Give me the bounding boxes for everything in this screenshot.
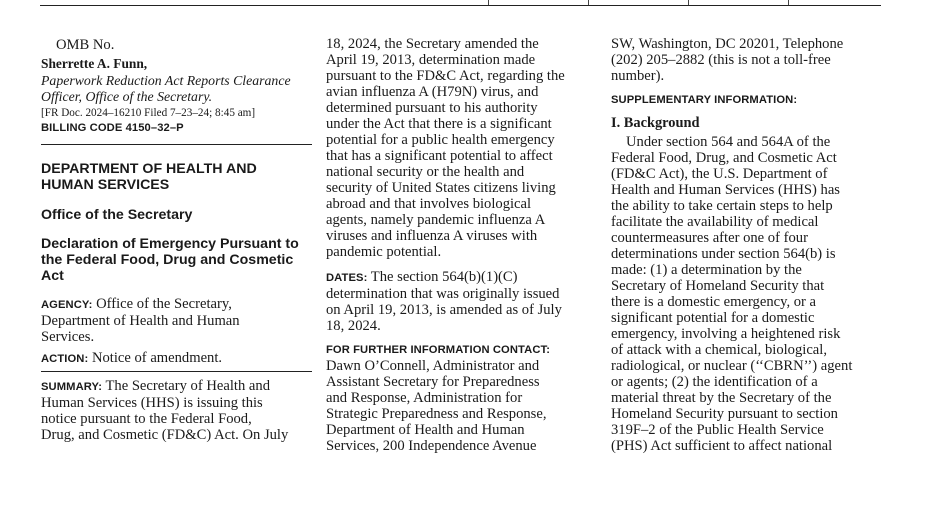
column-3 bbox=[611, 36, 881, 454]
body-line: pursuant to the FD&C Act, regarding the bbox=[326, 68, 565, 84]
header-tick bbox=[488, 0, 489, 5]
summary-text: Human Services (HHS) is issuing this bbox=[41, 395, 263, 411]
header-tick bbox=[788, 0, 789, 5]
contact-text: Department of Health and Human bbox=[326, 422, 525, 438]
body-line: April 19, 2013, determination made bbox=[326, 52, 536, 68]
action-text: Notice of amendment. bbox=[88, 350, 223, 366]
contact-text: Services, 200 Independence Avenue bbox=[326, 438, 537, 454]
dates-text: on April 19, 2013, is amended as of July bbox=[326, 302, 562, 318]
background-text: facilitate the availability of medical bbox=[611, 214, 819, 230]
background-text: Health and Human Services (HHS) has bbox=[611, 182, 840, 198]
header-tick bbox=[688, 0, 689, 5]
background-text: radiological, or nuclear (‘‘CBRN’’) agent bbox=[611, 358, 853, 374]
body-line: potential for a public health emergency bbox=[326, 132, 555, 148]
background-text: material threat by the Secretary of the bbox=[611, 390, 832, 406]
contact-text: (202) 205–2882 (this is not a toll-free bbox=[611, 52, 831, 68]
background-text: significant potential for a domestic bbox=[611, 310, 815, 326]
contact-text: number). bbox=[611, 68, 665, 84]
background-text: the ability to take certain steps to help bbox=[611, 198, 833, 214]
background-text: countermeasures after one of four bbox=[611, 230, 808, 246]
body-line: national security or the health and bbox=[326, 164, 525, 180]
background-text: of attack with a chemical, biological, bbox=[611, 342, 827, 358]
signer-name: Sherrette A. Funn, bbox=[41, 56, 148, 71]
column-2 bbox=[326, 36, 596, 454]
background-text: Federal Food, Drug, and Cosmetic Act bbox=[611, 150, 837, 166]
agency-header-line: HUMAN SERVICES bbox=[41, 177, 170, 193]
body-line: agents, namely pandemic influenza A bbox=[326, 212, 546, 228]
body-line: determined pursuant to his authority bbox=[326, 100, 538, 116]
agency-header-line: DEPARTMENT OF HEALTH AND bbox=[41, 161, 257, 177]
agency-text: Department of Health and Human bbox=[41, 313, 240, 329]
body-line: pandemic potential. bbox=[326, 244, 442, 260]
supplementary-label: SUPPLEMENTARY INFORMATION: bbox=[611, 94, 798, 106]
agency-text: Office of the Secretary, bbox=[92, 296, 232, 312]
background-text: there is a domestic emergency, or a bbox=[611, 294, 817, 310]
background-text: Secretary of Homeland Security that bbox=[611, 278, 825, 294]
background-header: I. Background bbox=[611, 115, 700, 131]
office-header: Office of the Secretary bbox=[41, 207, 193, 223]
agency-label: AGENCY: bbox=[41, 299, 93, 311]
body-line: viruses and influenza A viruses with bbox=[326, 228, 538, 244]
document-title-line: Declaration of Emergency Pursuant to bbox=[41, 236, 299, 252]
dates-label: DATES: bbox=[326, 272, 368, 284]
fr-doc-line: [FR Doc. 2024–16210 Filed 7–23–24; 8:45 am] bbox=[41, 107, 256, 119]
document-title-line: Act bbox=[41, 268, 64, 284]
background-text: 319F–2 of the Public Health Service bbox=[611, 422, 824, 438]
body-line: under the Act that there is a significant bbox=[326, 116, 552, 132]
dates-text: determination that was originally issued bbox=[326, 286, 560, 302]
agency-text: Services. bbox=[41, 329, 95, 345]
dates-text: The section 564(b)(1)(C) bbox=[367, 269, 518, 285]
column-1 bbox=[41, 36, 312, 443]
summary-text: The Secretary of Health and bbox=[102, 378, 270, 394]
summary-text: notice pursuant to the Federal Food, bbox=[41, 411, 252, 427]
omb-number: OMB No. bbox=[56, 37, 115, 53]
header-tick bbox=[588, 0, 589, 5]
top-rule bbox=[40, 5, 881, 6]
contact-text: SW, Washington, DC 20201, Telephone bbox=[611, 36, 844, 52]
background-text: or agents; (2) the identification of a bbox=[611, 374, 818, 390]
background-text: emergency, involving a heightened risk bbox=[611, 326, 841, 342]
body-line: abroad and that involves biological bbox=[326, 196, 532, 212]
background-text: Under section 564 and 564A of the bbox=[626, 134, 831, 150]
body-line: avian influenza A (H79N) virus, and bbox=[326, 84, 539, 100]
billing-code: BILLING CODE 4150–32–P bbox=[41, 122, 184, 134]
document-title-line: the Federal Food, Drug and Cosmetic bbox=[41, 252, 294, 268]
action-label: ACTION: bbox=[41, 353, 89, 365]
dates-text: 18, 2024. bbox=[326, 318, 381, 334]
body-line: 18, 2024, the Secretary amended the bbox=[326, 36, 539, 52]
signer-title-line: Paperwork Reduction Act Reports Clearance bbox=[41, 73, 291, 88]
background-text: (PHS) Act sufficient to affect national bbox=[611, 438, 833, 454]
summary-label: SUMMARY: bbox=[41, 381, 103, 393]
background-text: determinations under section 564(b) is bbox=[611, 246, 836, 262]
contact-text: Strategic Preparedness and Response, bbox=[326, 406, 547, 422]
summary-text: Drug, and Cosmetic (FD&C) Act. On July bbox=[41, 427, 289, 443]
background-text: (FD&C Act), the U.S. Department of bbox=[611, 166, 828, 182]
body-line: security of United States citizens living bbox=[326, 180, 556, 196]
contact-text: Dawn O’Connell, Administrator and bbox=[326, 358, 540, 374]
background-text: Homeland Security pursuant to section bbox=[611, 406, 838, 422]
contact-label: FOR FURTHER INFORMATION CONTACT: bbox=[326, 344, 551, 356]
signer-title-line: Officer, Office of the Secretary. bbox=[41, 88, 213, 104]
background-text: made: (1) a determination by the bbox=[611, 262, 802, 278]
body-line: that has a significant potential to affect bbox=[326, 148, 553, 164]
contact-text: Assistant Secretary for Preparedness bbox=[326, 374, 540, 390]
contact-text: and Response, Administration for bbox=[326, 390, 523, 406]
